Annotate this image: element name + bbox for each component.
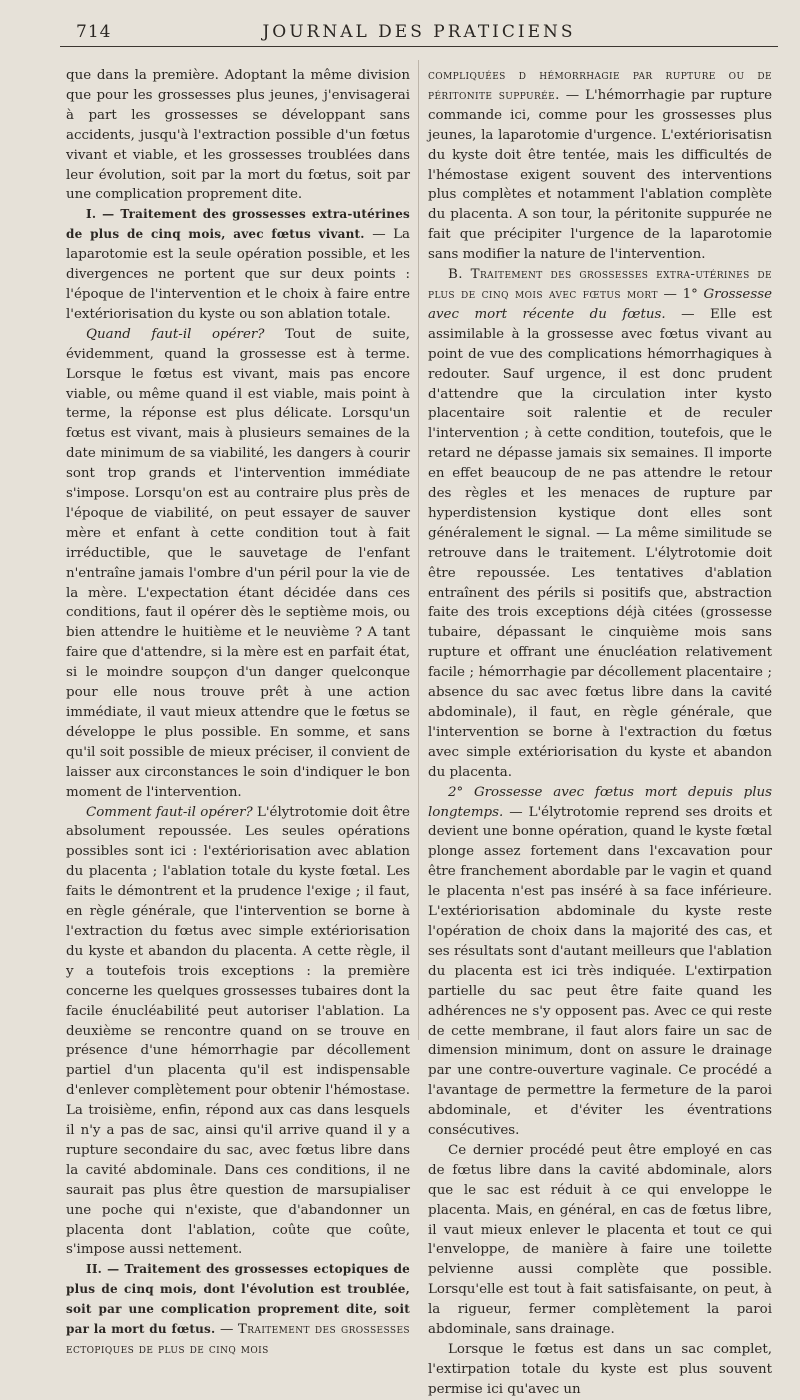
how-operate-paragraph — [66, 803, 410, 1261]
page-header — [60, 20, 778, 47]
how-operate-text: L'élytrotomie doit être absolument repoussée. Les seules opérations possibles sont ici : l'extériorisation avec ablation du placenta ; l'ablation totale du kyste fœtal. Les faits le démontrent et la prudence l'exige ; il faut, en règle générale, que l'intervention se borne à l'extraction du fœtus avec simple extériorisation du kyste et abandon du placenta. A cette règle, il y a toutefois trois exceptions : la première concerne les quelques grossesses tubaires dont la facile énucléabilité peut autoriser l'ablation. La deuxième se rencontre quand on se trouve en présence d'une hémorrhagie par décollement partiel d'un placenta qu'il est indispensable d'enlever complètement pour obtenir l'hémostase. La troisième, enfin, répond aux cas dans lesquels il n'y a pas de sac, ainsi qu'il arrive quand il y a rupture secondaire du sac, avec fœtus libre dans la cavité abdominale. Dans ces conditions, il ne saurait pas plus être question de marsupialiser une poche qui n'existe, que d'abandonner un placenta dont l'ablation, coûte que coûte, s'impose aussi nettement. — [66, 804, 410, 1258]
section-b2 — [428, 783, 772, 1141]
section-b-subtitle: Grossesse avec mort récente du fœtus. — [428, 286, 772, 322]
journal-title: JOURNAL DES PRATICIENS — [262, 22, 576, 42]
section-b2-text: — L'élytrotomie reprend ses droits et devient une bonne opération, quand le kyste fœtal plonge assez fortement dans l'excavation pour être franchement abordable par le vagin et quand le placenta n'est pas inséré à sa face inférieure. L'extériorisation abdominale du kyste reste l'opération de choix dans la majorité des cas, et ses résultats sont d'autant meilleurs que l'ablation du placenta est ici très indiquée. L'extirpation partielle du sac peut être faite quand les adhérences ne s'y opposent pas. Avec ce qui reste de cette membrane, il faut alors faire un sac de dimension minimum, dont on assure le drainage par une contre-ouverture vaginale. Ce procédé a l'avantage de permettre la fermeture de la paroi abdominale, et d'éviter les éventrations consécutives. — [428, 804, 772, 1139]
section-2-subheading: Traitement des grossesses ectopiques de plus de cinq mois — [66, 1322, 410, 1357]
page-number: 714 — [76, 22, 112, 42]
section-2-dash: — — [215, 1322, 238, 1338]
how-operate-question: Comment faut-il opérer? — [86, 804, 253, 820]
column-separator — [418, 60, 419, 1040]
when-operate-text: Tout de suite, évidemment, quand la grossesse est à terme. Lorsque le fœtus est vivant, mais pas encore viable, ou même quand il est viable, mais point à terme, la réponse est plus délicate. Lorsqu'un fœtus est vivant, mais à plusieurs semaines de la date minimum de sa viabilité, les dangers à courir sont trop grands et l'intervention immédiate s'impose. Lorsqu'on est au contraire plus près de l'époque de viabilité, on peut essayer de sauver mère et enfant à cette condition tout à fait irréductible, que le sauvetage de l'enfant n'entraîne jamais l'ombre d'un péril pour la vie de la mère. L'expectation étant décidée dans ces conditions, faut il opérer dès le septième mois, ou bien attendre le huitième et le neuvième ? A tant faire que d'attendre, si la mère est en parfait état, si le moindre soupçon d'un danger quelconque pour elle nous trouve prêt à une action immédiate, il vaut mieux attendre que le fœtus se développe le plus possible. En somme, et sans qu'il soit possible de mieux préciser, il convient de laisser aux circonstances le soin d'indiquer le bon moment de l'intervention. — [66, 326, 410, 800]
section-b — [428, 265, 772, 783]
paragraph-complete-sac: Lorsque le fœtus est dans un sac complet, l'extirpation totale du kyste est plus souvent permise ici qu'avec un — [428, 1342, 772, 1397]
complications-subheading: compliquées d hémorrhagie par rupture ou de péritonite suppurée. — [428, 68, 772, 103]
left-column — [66, 66, 410, 1357]
section-2-heading: II. — Traitement des grossesses ectopiques de plus de cinq mois, dont l'évolution est troublée, soit par une complication proprement dite, soit par la mort du fœtus. — [66, 1262, 410, 1337]
when-operate-question: Quand faut-il opérer? — [86, 326, 265, 342]
paragraph-intro: que dans la première. Adoptant la même division que pour les grossesses plus jeunes, j'envisagerai à part les grossesses se développant sans accidents, jusqu'à l'extraction possible d'un fœtus vivant et viable, et les grossesses troublées dans leur évolution, soit par la mort du fœtus, soit par une complication proprement dite. — [66, 68, 410, 203]
section-b2-subtitle: 2° Grossesse avec fœtus mort depuis plus longtemps. — [428, 784, 772, 820]
section-b-text: — Elle est assimilable à la grossesse avec fœtus vivant au point de vue des complications hémorrhagiques à redouter. Sauf urgence, il est donc prudent d'attendre que la circulation inter kysto placentaire soit ralentie et de reculer l'intervention ; à cette condition, toutefois, que le retard ne dépasse jamais six semaines. Il importe en effet beaucoup de ne pas attendre le retour des règles et les menaces de rupture par hyperdistension kystique dont elles sont généralement le signal. — La même similitude se retrouve dans le traitement. L'élytrotomie doit être repoussée. Les tentatives d'ablation entraînent des périls si positifs que, abstraction faite des trois exceptions déjà citées (grossesse tubaire, dépassant le cinquième mois sans rupture et offrant une énucléation relativement facile ; hémorrhagie par décollement placentaire ; absence du sac avec fœtus libre dans la cavité abdominale), il faut, en règle générale, que l'intervention se borne à l'extraction du fœtus avec simple extériorisation du kyste et abandon du placenta. — [428, 306, 772, 780]
section-b-number: — 1° — [657, 286, 704, 302]
right-column — [428, 66, 773, 1397]
complications-paragraph — [428, 66, 772, 265]
complications-text: — L'hémorrhagie par rupture commande ici, comme pour les grossesses plus jeunes, la laparotomie d'urgence. L'extériorisatisn du kyste doit être tentée, mais les difficultés de l'hémostase exigent souvent des interventions plus complètes et notamment l'ablation complète du placenta. A son tour, la péritonite suppurée ne fait que précipiter l'urgence de la laparotomie sans modifier la nature de l'intervention. — [428, 87, 773, 263]
section-2 — [66, 1260, 410, 1360]
section-1 — [66, 205, 410, 324]
section-1-text: — La laparotomie est la seule opération possible, et les divergences ne portent que sur deux points : l'époque de l'intervention et le choix à faire entre l'extériorisation du kyste ou son ablation totale. — [66, 227, 410, 322]
section-b-heading: B. Traitement des grossesses extra-utérines de plus de cinq mois avec fœtus mort — [428, 267, 772, 302]
when-operate-paragraph — [66, 325, 410, 803]
paragraph-free-fetus: Ce dernier procédé peut être employé en cas de fœtus libre dans la cavité abdominale, alors que le sac est réduit à ce qui enveloppe le placenta. Mais, en général, en cas de fœtus libre, il vaut mieux enlever le placenta et tout ce qui l'enveloppe, de manière à faire une toilette pelvienne aussi complète que possible. Lorsqu'elle est tout à fait satisfaisante, on peut, à la rigueur, fermer complètement la paroi abdominale, sans drainage. — [428, 1142, 772, 1338]
section-1-heading: I. — Traitement des grossesses extra-utérines de plus de cinq mois, avec fœtus vivant. — [66, 207, 410, 242]
